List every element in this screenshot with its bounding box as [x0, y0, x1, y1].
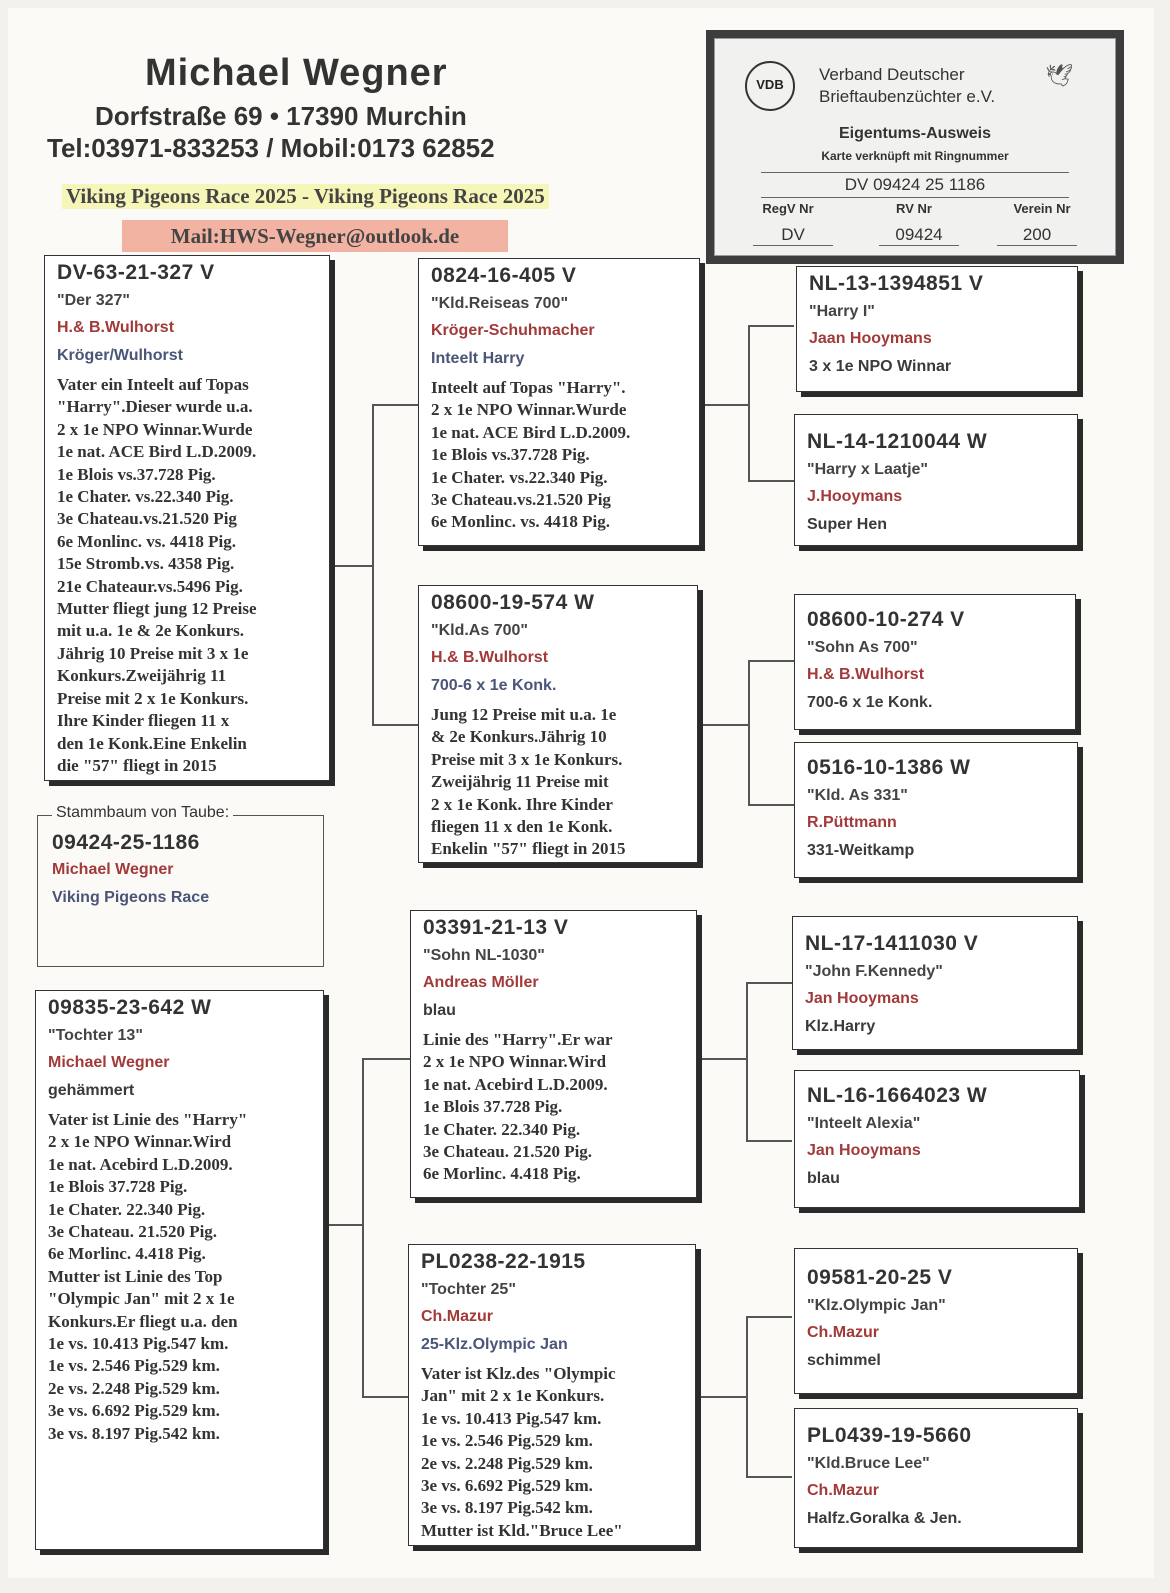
desc-line: 1e vs. 10.413 Pig.547 km. — [48, 1334, 229, 1354]
grandparent-description — [423, 1029, 684, 1186]
desc-line: 1e vs. 2.546 Pig.529 km. — [421, 1431, 593, 1451]
father-ring: DV-63-21-327 V — [57, 261, 215, 284]
desc-line: 3e vs. 6.692 Pig.529 km. — [48, 1401, 220, 1421]
association-line1: Verband Deutscher — [819, 65, 965, 84]
grandparent-name: "Sohn NL-1030" — [423, 947, 545, 964]
desc-line: 3e Chateau. 21.520 Pig. — [48, 1222, 218, 1242]
desc-line: Jährig 10 Preise mit 3 x 1e — [57, 643, 249, 663]
great-grandparent-info: Super Hen — [807, 516, 888, 533]
connector — [697, 1058, 746, 1060]
father-info: Kröger/Wulhorst — [57, 347, 183, 364]
great-grandparent-name: "Kld.Bruce Lee" — [807, 1455, 930, 1472]
desc-line: "Olympic Jan" mit 2 x 1e — [48, 1289, 235, 1309]
great-grandparent-ring: 09581-20-25 V — [807, 1266, 953, 1289]
grandparent-description — [431, 704, 685, 861]
desc-line: 3e vs. 6.692 Pig.529 km. — [421, 1476, 593, 1496]
connector — [372, 404, 374, 726]
connector — [372, 724, 418, 726]
father-description — [57, 374, 317, 777]
mother-description — [48, 1109, 311, 1445]
great-grandparent-box — [794, 414, 1078, 546]
grandparent-owner: Andreas Möller — [423, 974, 539, 991]
great-grandparent-name: "Inteelt Alexia" — [807, 1115, 921, 1132]
great-grandparent-box — [794, 594, 1076, 730]
mother-name: "Tochter 13" — [48, 1027, 143, 1044]
desc-line: 1e Blois 37.728 Pig. — [423, 1097, 563, 1117]
grandparent-owner: Kröger-Schuhmacher — [431, 322, 595, 339]
great-grandparent-box — [794, 1408, 1078, 1548]
connector — [746, 1316, 748, 1478]
desc-line: Jan" mit 2 x 1e Konkurs. — [421, 1386, 605, 1406]
desc-line: den 1e Konk.Eine Enkelin — [57, 733, 247, 753]
connector — [746, 982, 748, 1142]
desc-line: Konkurs.Er fliegt u.a. den — [48, 1311, 238, 1331]
desc-line: 1e Chater. 22.340 Pig. — [48, 1199, 206, 1219]
desc-line: Preise mit 2 x 1e Konkurs. — [57, 688, 249, 708]
great-grandparent-info: Halfz.Goralka & Jen. — [807, 1510, 962, 1527]
connector — [362, 1058, 410, 1060]
grandparent-description — [431, 377, 687, 534]
desc-line: Vater ist Linie des "Harry" — [48, 1110, 248, 1129]
great-grandparent-name: "John F.Kennedy" — [805, 963, 943, 980]
connector — [748, 660, 750, 806]
great-grandparent-owner: H.& B.Wulhorst — [807, 666, 925, 683]
subject-box — [37, 804, 324, 967]
desc-line: 2 x 1e NPO Winnar.Wurde — [431, 400, 627, 420]
connector — [748, 480, 794, 482]
great-grandparent-ring: 0516-10-1386 W — [807, 756, 971, 779]
desc-line: 3e vs. 8.197 Pig.542 km. — [48, 1423, 220, 1443]
ownership-card-inner — [714, 38, 1116, 256]
desc-line: 1e nat. ACE Bird L.D.2009. — [431, 422, 631, 442]
mother-box — [35, 990, 324, 1550]
grandparent-description — [421, 1363, 683, 1542]
regv-value: DV — [753, 225, 833, 246]
connector — [748, 325, 750, 482]
great-grandparent-name: "Kld. As 331" — [807, 787, 908, 804]
father-owner: H.& B.Wulhorst — [57, 319, 175, 336]
connector — [700, 404, 748, 406]
desc-line: 1e Chater. vs.22.340 Pig. — [431, 467, 608, 487]
great-grandparent-info: 331-Weitkamp — [807, 842, 915, 859]
desc-line: Mutter ist Linie des Top — [48, 1266, 223, 1286]
great-grandparent-owner: Jan Hooymans — [805, 990, 919, 1007]
grandparent-info: 25-Klz.Olympic Jan — [421, 1336, 568, 1353]
desc-line: Inteelt auf Topas "Harry". — [431, 378, 626, 397]
desc-line: 3e Chateau.vs.21.520 Pig — [57, 509, 237, 529]
desc-line: 2 x 1e NPO Winnar.Wurde — [57, 419, 253, 439]
desc-line: 2e vs. 2.248 Pig.529 km. — [421, 1453, 593, 1473]
great-grandparent-owner: Jaan Hooymans — [809, 330, 932, 347]
breeder-address: Dorfstraße 69 • 17390 Murchin — [95, 101, 467, 131]
connector — [746, 982, 792, 984]
grandmother-paternal-box — [418, 585, 698, 863]
desc-line: 3e Chateau. 21.520 Pig. — [423, 1142, 593, 1162]
connector — [362, 1058, 364, 1398]
connector — [372, 404, 418, 406]
great-grandparent-ring: PL0439-19-5660 — [807, 1424, 972, 1447]
great-grandparent-name: "Harry x Laatje" — [807, 461, 929, 478]
desc-line: 1e Chater. 22.340 Pig. — [423, 1119, 581, 1139]
connector — [324, 1224, 362, 1226]
verein-label: Verein Nr — [1013, 201, 1071, 216]
desc-line: 1e nat. ACE Bird L.D.2009. — [57, 442, 257, 462]
desc-line: Vater ist Klz.des "Olympic — [421, 1364, 616, 1383]
connector — [748, 660, 794, 662]
great-grandparent-owner: Ch.Mazur — [807, 1324, 879, 1341]
father-box — [44, 255, 330, 781]
grandparent-name: "Kld.Reiseas 700" — [431, 295, 569, 312]
card-title: Eigentums-Ausweis — [838, 125, 992, 142]
rv-value: 09424 — [879, 225, 959, 246]
desc-line: 1e Chater. vs.22.340 Pig. — [57, 487, 234, 507]
desc-line: 1e Blois vs.37.728 Pig. — [57, 464, 216, 484]
desc-line: fliegen 11 x den 1e Konk. — [431, 817, 613, 837]
grandparent-info: 700-6 x 1e Konk. — [431, 677, 557, 694]
desc-line: mit u.a. 1e & 2e Konkurs. — [57, 621, 244, 641]
great-grandparent-name: "Klz.Olympic Jan" — [807, 1297, 946, 1314]
desc-line: 1e Blois vs.37.728 Pig. — [431, 445, 590, 465]
great-grandparent-name: "Sohn As 700" — [807, 639, 918, 656]
grandfather-maternal-box — [410, 910, 697, 1198]
desc-line: 2e vs. 2.248 Pig.529 km. — [48, 1378, 220, 1398]
great-grandparent-box — [794, 1070, 1080, 1208]
great-grandparent-owner: Ch.Mazur — [807, 1482, 879, 1499]
desc-line: Enkelin "57" fliegt in 2015 — [431, 839, 626, 859]
ownership-card — [706, 30, 1124, 264]
great-grandparent-ring: NL-16-1664023 W — [807, 1084, 988, 1107]
vdb-logo-icon: VDB — [745, 61, 795, 111]
great-grandparent-info: Klz.Harry — [805, 1018, 876, 1035]
desc-line: Linie des "Harry".Er war — [423, 1030, 613, 1049]
great-grandparent-ring: NL-13-1394851 V — [809, 272, 984, 295]
great-grandparent-box — [792, 916, 1078, 1050]
grandparent-ring: 08600-19-574 W — [431, 591, 595, 614]
regv-label: RegV Nr — [762, 201, 814, 216]
rv-label: RV Nr — [896, 201, 932, 216]
desc-line: 6e Morlinc. 4.418 Pig. — [423, 1164, 581, 1184]
desc-line: 6e Monlinc. vs. 4418 Pig. — [57, 531, 236, 551]
desc-line: 3e vs. 8.197 Pig.542 km. — [421, 1498, 593, 1518]
grandparent-owner: Ch.Mazur — [421, 1308, 493, 1325]
great-grandparent-box — [794, 1248, 1078, 1394]
desc-line: 1e vs. 2.546 Pig.529 km. — [48, 1356, 220, 1376]
grandfather-paternal-box — [418, 258, 700, 546]
desc-line: 1e Blois 37.728 Pig. — [48, 1177, 188, 1197]
desc-line: 15e Stromb.vs. 4358 Pig. — [57, 554, 235, 574]
desc-line: Mutter fliegt jung 12 Preise — [57, 599, 257, 619]
connector — [330, 565, 372, 567]
great-grandparent-ring: NL-17-1411030 V — [805, 932, 979, 955]
great-grandparent-info: 3 x 1e NPO Winnar — [809, 358, 952, 375]
great-grandparent-box — [796, 266, 1078, 392]
mother-ring: 09835-23-642 W — [48, 996, 212, 1019]
desc-line: Mutter ist Kld."Bruce Lee" — [421, 1520, 623, 1540]
breeder-email: Mail:HWS-Wegner@outlook.de — [122, 220, 508, 252]
connector — [746, 1140, 792, 1142]
desc-line: 1e nat. Acebird L.D.2009. — [423, 1074, 608, 1094]
great-grandparent-owner: Jan Hooymans — [807, 1142, 921, 1159]
desc-line: Vater ein Inteelt auf Topas — [57, 375, 249, 394]
desc-line: 21e Chateaur.vs.5496 Pig. — [57, 576, 243, 596]
desc-line: 2 x 1e NPO Winnar.Wird — [423, 1052, 607, 1072]
grandparent-owner: H.& B.Wulhorst — [431, 649, 549, 666]
mother-info: gehämmert — [48, 1082, 135, 1099]
subject-ring: 09424-25-1186 — [52, 831, 200, 854]
desc-line: 1e vs. 10.413 Pig.547 km. — [421, 1408, 602, 1428]
pigeon-icon: 🕊 — [1045, 63, 1073, 88]
desc-line: Jung 12 Preise mit u.a. 1e — [431, 705, 617, 724]
breeder-name: Michael Wegner — [145, 52, 448, 94]
card-ring-number: DV 09424 25 1186 — [761, 172, 1069, 198]
connector — [746, 1476, 792, 1478]
desc-line: 1e nat. Acebird L.D.2009. — [48, 1154, 233, 1174]
connector — [698, 724, 748, 726]
father-name: "Der 327" — [57, 292, 130, 309]
card-subtitle: Karte verknüpft mit Ringnummer — [821, 149, 1009, 163]
connector — [746, 1316, 792, 1318]
subject-info: Viking Pigeons Race — [52, 889, 210, 906]
grandparent-name: "Tochter 25" — [421, 1281, 516, 1298]
desc-line: die "57" fliegt in 2015 — [57, 755, 217, 775]
great-grandparent-info: blau — [807, 1170, 840, 1187]
grandparent-name: "Kld.As 700" — [431, 622, 528, 639]
desc-line: Zweijährig 11 Preise mit — [431, 772, 609, 792]
subject-owner: Michael Wegner — [52, 861, 174, 878]
race-line: Viking Pigeons Race 2025 - Viking Pigeons Race 2025 — [62, 184, 549, 209]
grandparent-ring: 03391-21-13 V — [423, 916, 569, 939]
grandparent-info: blau — [423, 1002, 456, 1019]
grandparent-info: Inteelt Harry — [431, 350, 525, 367]
desc-line: 6e Monlinc. vs. 4418 Pig. — [431, 512, 610, 532]
great-grandparent-ring: NL-14-1210044 W — [807, 430, 988, 453]
grandparent-ring: 0824-16-405 V — [431, 264, 577, 287]
connector — [748, 804, 794, 806]
desc-line: "Harry".Dieser wurde u.a. — [57, 397, 253, 417]
great-grandparent-ring: 08600-10-274 V — [807, 608, 965, 631]
connector — [362, 1396, 410, 1398]
desc-line: 3e Chateau.vs.21.520 Pig — [431, 490, 611, 510]
desc-line: 6e Morlinc. 4.418 Pig. — [48, 1244, 206, 1264]
great-grandparent-box — [794, 742, 1078, 878]
desc-line: 2 x 1e NPO Winnar.Wird — [48, 1132, 232, 1152]
great-grandparent-info: schimmel — [807, 1352, 881, 1369]
verein-value: 200 — [997, 225, 1077, 246]
desc-line: Konkurs.Zweijährig 11 — [57, 666, 227, 686]
grandparent-ring: PL0238-22-1915 — [421, 1250, 586, 1273]
connector — [748, 325, 794, 327]
desc-line: & 2e Konkurs.Jährig 10 — [431, 727, 607, 747]
connector — [696, 1396, 746, 1398]
grandmother-maternal-box — [408, 1244, 696, 1546]
desc-line: Ihre Kinder fliegen 11 x — [57, 711, 230, 731]
great-grandparent-owner: R.Püttmann — [807, 814, 897, 831]
breeder-phone: Tel:03971-833253 / Mobil:0173 62852 — [47, 133, 495, 163]
great-grandparent-info: 700-6 x 1e Konk. — [807, 694, 933, 711]
desc-line: 2 x 1e Konk. Ihre Kinder — [431, 794, 613, 814]
great-grandparent-owner: J.Hooymans — [807, 488, 903, 505]
desc-line: Preise mit 3 x 1e Konkurs. — [431, 749, 623, 769]
mother-owner: Michael Wegner — [48, 1054, 170, 1071]
subject-label: Stammbaum von Taube: — [52, 804, 233, 822]
association-line2: Brieftaubenzüchter e.V. — [819, 87, 996, 106]
great-grandparent-name: "Harry I" — [809, 303, 875, 320]
